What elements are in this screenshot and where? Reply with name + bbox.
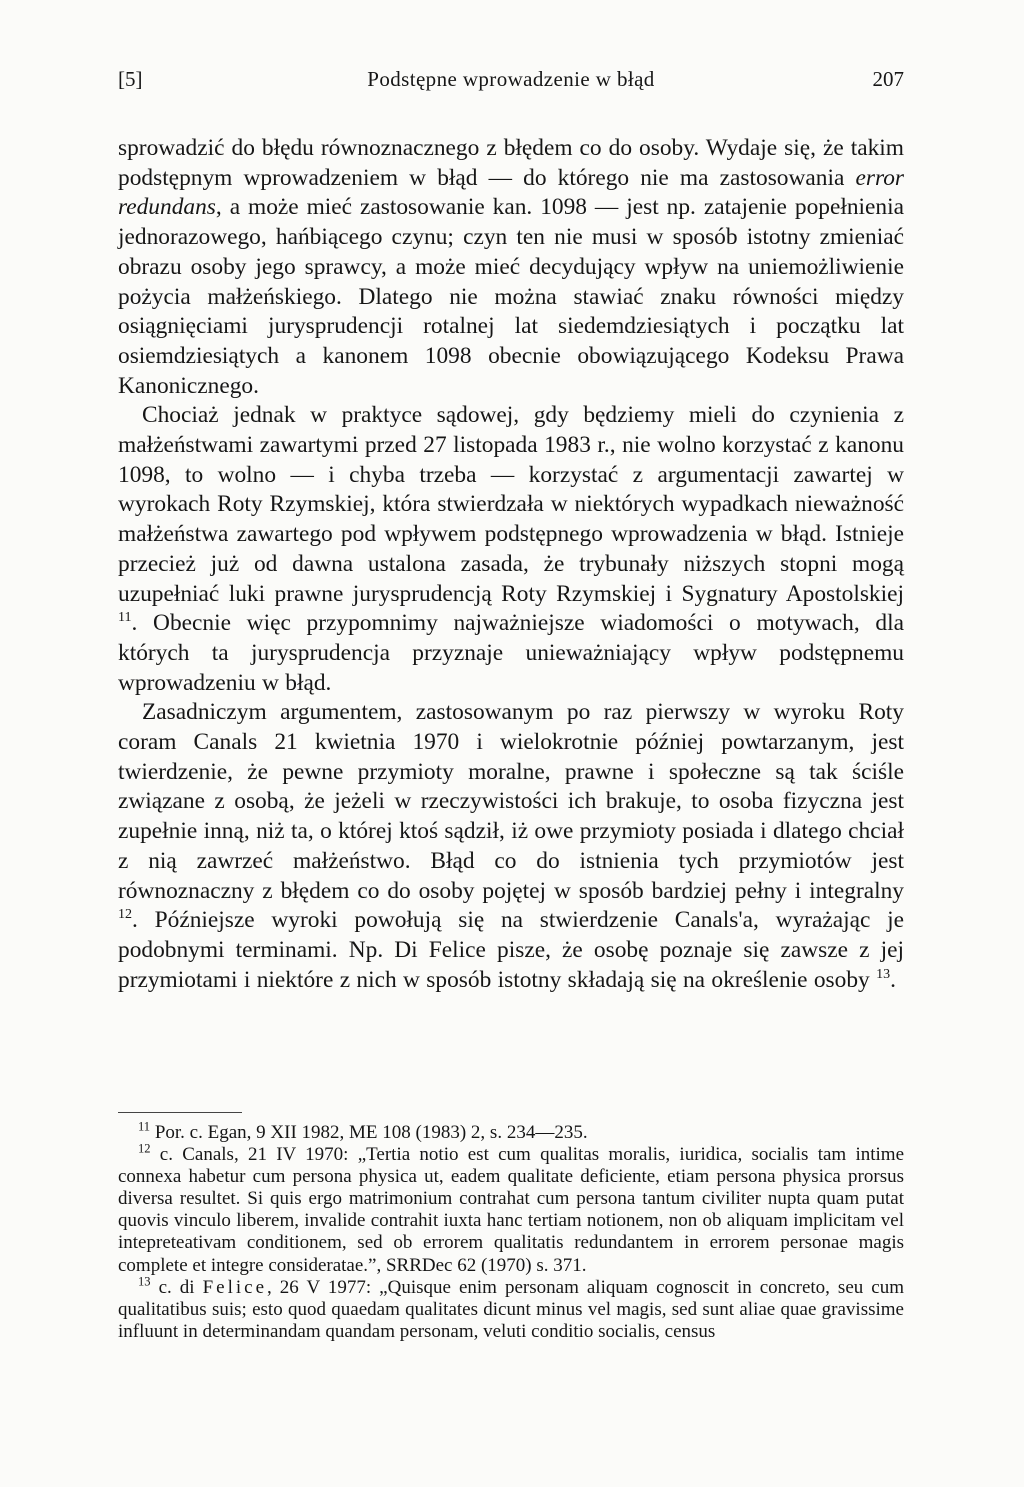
paragraph-1 (118, 134, 904, 401)
paragraph-3 (118, 698, 904, 995)
footnote-12 (118, 1141, 904, 1277)
footnotes (118, 1119, 904, 1343)
footnote-prefix: c. di (158, 1276, 203, 1298)
footnote-text: c. Canals, 21 IV 1970: „Tertia notio est cum qualitas moralis, iuridica, socialis tam intime connexa habetur cum persona physica ut, eadem qualitate deficiente, etiam persona physica prorsus diversa resultet. Si quis ergo matrimonium contrahat cum persona tantum civiliter nupta quam putat quovis vinculo liberem, invalide contrahit iuxta hanc tertiam notionem, non ob aliquam implicitam vel intepreteativam conditionem, sed ob errorem qualitatis redundantem in errorem personae magis complete et integre consideratae.”, SRRDec 62 (1970) s. 371. (118, 1144, 904, 1276)
footnote-ref-12[interactable]: 12 (118, 906, 133, 923)
author-name: Felice (202, 1276, 268, 1298)
footnote-mark: 12 (138, 1141, 151, 1156)
paragraph-2-text-b: . Obecnie więc przypomnimy najważniejsze wiadomości o motywach, dla których ta jurysprudencja przyznaje unieważniający wpływ podstępnemu wprowadzeniu w błąd. (118, 610, 904, 696)
footnote-mark: 13 (138, 1274, 151, 1289)
footnote-text: Por. c. Egan, 9 XII 1982, ME 108 (1983) 2, s. 234—235. (154, 1122, 588, 1143)
footnote-divider (118, 1112, 242, 1113)
section-number: [5] (118, 67, 143, 91)
footnote-13 (118, 1274, 904, 1343)
running-title: Podstępne wprowadzenie w błąd (367, 67, 655, 91)
paragraph-2 (118, 401, 904, 698)
footnote-ref-11[interactable]: 11 (118, 609, 132, 626)
latin-term: error redundans (118, 164, 904, 221)
page-number: 207 (872, 67, 904, 91)
footnote-text: , 26 V 1977: „Quisque enim personam aliquam cognoscit in concreto, seu cum qualitatibus suis; esto quod quaedam qualitates dicunt minus vel magis, sed sunt aliae quae gravissime influunt in determinandam quandam personam, veluti conditio socialis, census (118, 1276, 904, 1342)
footnote-ref-13[interactable]: 13 (876, 965, 891, 982)
paragraph-3-text-a: Zasadniczym argumentem, zastosowanym po raz pierwszy w wyroku Roty coram Canals 21 kwietnia 1970 i wielokrotnie później powtarzanym, jest twierdzenie, że pewne przymioty moralne, prawne i społeczne są tak ściśle związane z osobą, że jeżeli w rzeczywistości ich brakuje, to osoba fizyczna jest zupełnie inną, niż ta, o której ktoś sądził, iż owe przymioty posiada i dlatego chciał z nią zawrzeć małżeństwo. Błąd co do istnienia tych przymiotów jest równoznaczny z błędem co do osoby pojętej w sposób bardziej pełny i integralny (118, 699, 904, 904)
paragraph-2-text-a: Chociaż jednak w praktyce sądowej, gdy będziemy mieli do czynienia z małżeństwami zawartymi przed 27 listopada 1983 r., nie wolno korzystać z kanonu 1098, to wolno — i chyba trzeba — korzystać z argumentacji zawartej w wyrokach Roty Rzymskiej, która stwierdzała w niektórych wypadkach nieważność małżeństwa zawartego pod wpływem podstępnego wprowadzenia w błąd. Istnieje przecież już od dawna ustalona zasada, że trybunały niższych stopni mogą uzupełniać luki prawne jurysprudencją Roty Rzymskiej i Sygnatury Apostolskiej (118, 402, 904, 607)
running-head (118, 64, 904, 94)
paragraph-3-text-c: . (890, 966, 896, 993)
footnote-11 (118, 1119, 904, 1144)
paragraph-1-text-a: sprowadzić do błędu równoznacznego z błędem co do osoby. Wydaje się, że takim podstępnym wprowadzeniem w błąd — do którego nie ma zastosowania (118, 135, 904, 191)
main-text (118, 134, 904, 995)
footnote-mark: 11 (138, 1119, 151, 1134)
paragraph-3-text-b: . Późniejsze wyroki powołują się na stwierdzenie Canals'a, wyrażając je podobnymi terminami. Np. Di Felice pisze, że osobę poznaje się zawsze z jej przymiotami i niektóre z nich w sposób istotny składają się na określenie osoby (118, 907, 904, 993)
paragraph-1-text-b: , a może mieć zastosowanie kan. 1098 — jest np. zatajenie popełnienia jednorazowego, hańbiącego czynu; czyn ten nie musi w sposób istotny zmieniać obrazu osoby jego sprawcy, a może mieć decydujący wpływ na uniemożliwienie pożycia małżeńskiego. Dlatego nie można stawiać znaku równości między osiągnięciami jurysprudencji rotalnej lat siedemdziesiątych i początku lat osiemdziesiątych a kanonem 1098 obecnie obowiązującego Kodeksu Prawa Kanonicznego. (118, 194, 904, 399)
